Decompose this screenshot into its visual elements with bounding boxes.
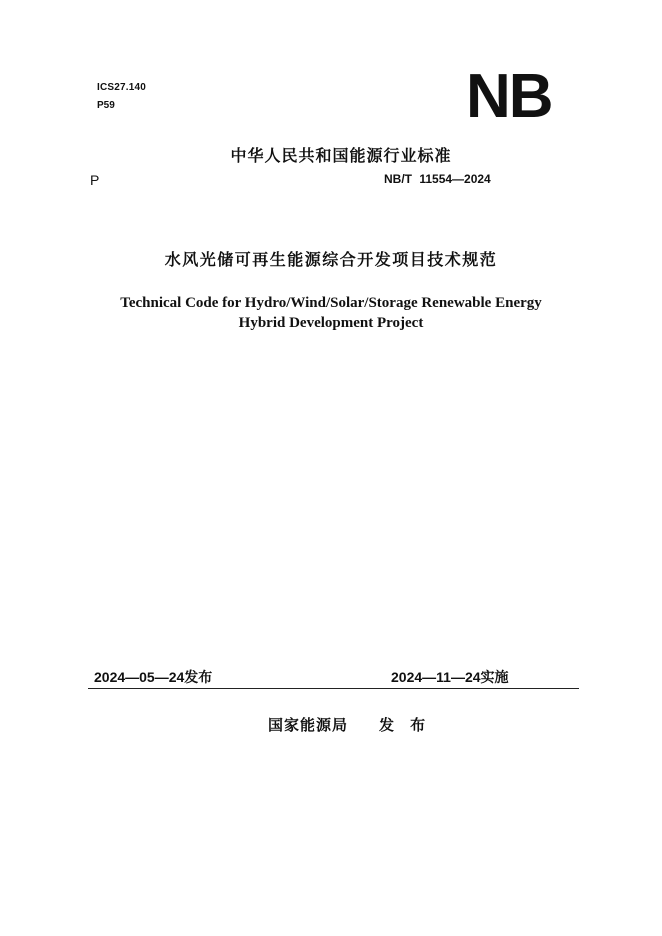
issue-label: 发 布: [379, 717, 432, 734]
title-english-line1: Technical Code for Hydro/Wind/Solar/Storage Renewable Energy: [120, 295, 542, 311]
ics-code: ICS27.140: [97, 82, 147, 93]
divider-line: [88, 688, 579, 689]
issuer-name: 国家能源局: [268, 717, 349, 734]
classification-code: P59: [97, 100, 115, 111]
title-chinese: 水风光储可再生能源综合开发项目技术规范: [164, 252, 498, 269]
publish-date: 2024—05—24发布: [94, 669, 213, 685]
category-letter: P: [90, 172, 100, 188]
standard-number: NB/T 11554—2024: [384, 172, 491, 186]
nb-logo: NB: [466, 62, 552, 131]
title-english-line2: Hybrid Development Project: [238, 315, 424, 331]
implement-date: 2024—11—24实施: [391, 669, 509, 685]
industry-standard-heading: 中华人民共和国能源行业标准: [230, 148, 452, 165]
